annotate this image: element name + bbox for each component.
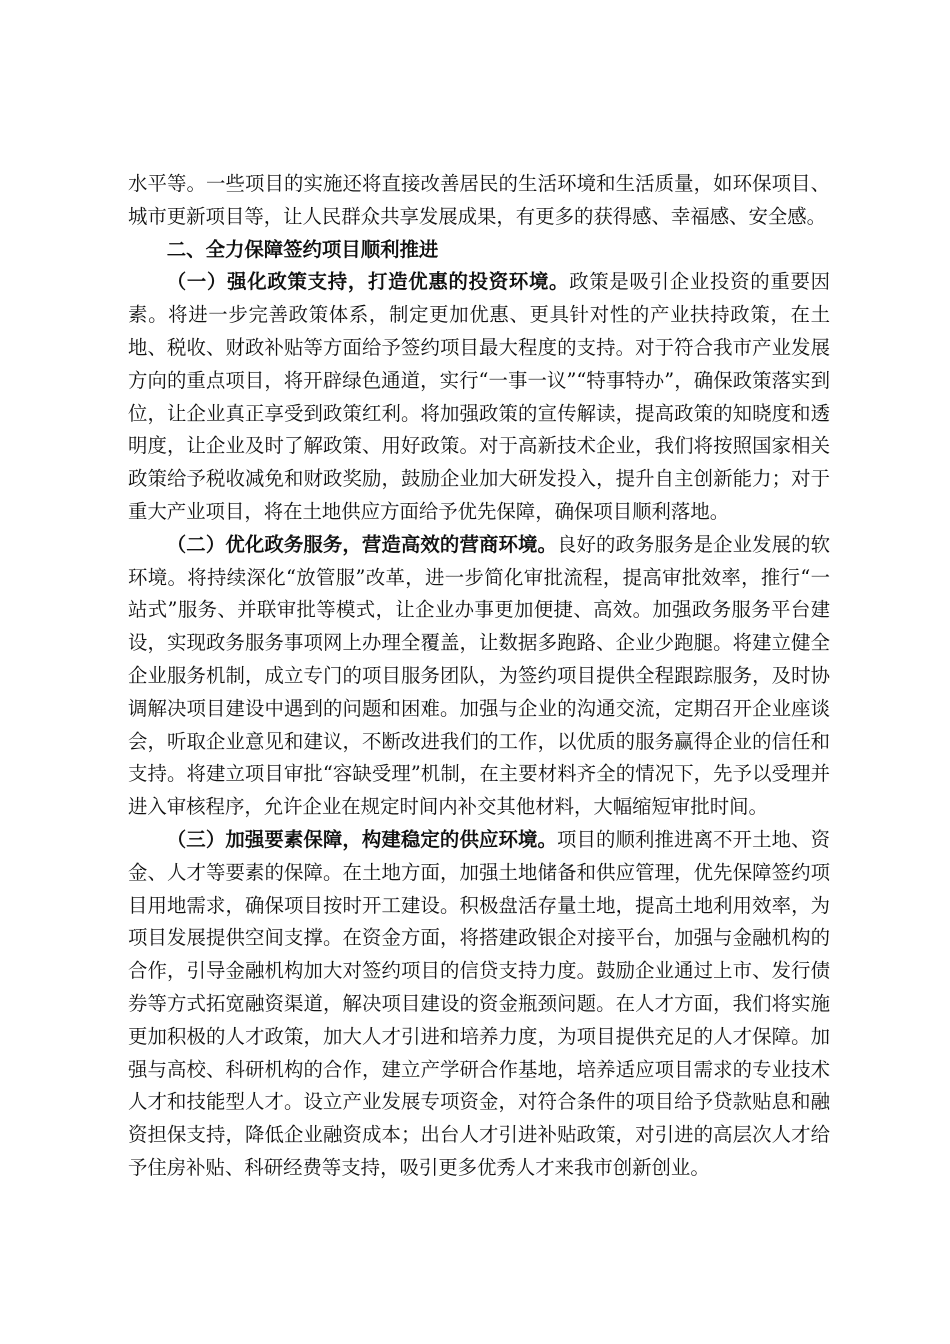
factor-guarantee-paragraph [128,824,830,1185]
document-page [128,168,830,1185]
policy-support-paragraph [128,266,830,528]
continuation-paragraph: 水平等。一些项目的实施还将直接改善居民的生活环境和生活质量，如环保项目、城市更新项目等，让人民群众共享发展成果，有更多的获得感、幸福感、安全感。 [128,172,830,228]
paragraph-body: 良好的政务服务是企业发展的软环境。将持续深化“放管服”改革，进一步简化审批流程，提高审批效率，推行“一站式”服务、并联审批等模式，让企业办事更加便捷、高效。加强政务服务平台建设，实现政务服务事项网上办理全覆盖，让数据多跑路、企业少跑腿。将建立健全企业服务机制，成立专门的项目服务团队，为签约项目提供全程跟踪服务，及时协调解决项目建设中遇到的问题和困难。加强与企业的沟通交流，定期召开企业座谈会，听取企业意见和建议，不断改进我们的工作，以优质的服务赢得企业的信任和支持。将建立项目审批“容缺受理”机制，在主要材料齐全的情况下，先予以受理并进入审核程序，允许企业在规定时间内补交其他材料，大幅缩短审批时间。 [128,532,831,819]
government-service-paragraph [128,529,830,824]
paragraph-lead-heading: （一）强化政策支持，打造优惠的投资环境。 [166,270,570,294]
paragraph-lead-heading: （二）优化政务服务，营造高效的营商环境。 [166,532,557,556]
section-heading: 二、全力保障签约项目顺利推进 [166,237,439,261]
paragraph-body: 项目的顺利推进离不开土地、资金、人才等要素的保障。在土地方面，加强土地储备和供应管理，优先保障签约项目用地需求，确保项目按时开工建设。积极盘活存量土地，提高土地利用效率，为项目发展提供空间支撑。在资金方面，将搭建政银企对接平台，加强与金融机构的合作，引导金融机构加大对签约项目的信贷支持力度。鼓励企业通过上市、发行债券等方式拓宽融资渠道，解决项目建设的资金瓶颈问题。在人才方面，我们将实施更加积极的人才政策，加大人才引进和培养力度，为项目提供充足的人才保障。加强与高校、科研机构的合作，建立产学研合作基地，培养适应项目需求的专业技术人才和技能型人才。设立产业发展专项资金，对符合条件的项目给予贷款贴息和融资担保支持，降低企业融资成本；出台人才引进补贴政策，对引进的高层次人才给予住房补贴、科研经费等支持，吸引更多优秀人才来我市创新创业。 [128,827,831,1179]
paragraph-body: 政策是吸引企业投资的重要因素。将进一步完善政策体系，制定更加优惠、更具针对性的产业扶持政策，在土地、税收、财政补贴等方面给予签约项目最大程度的支持。对于符合我市产业发展方向的重点项目，将开辟绿色通道，实行“一事一议”“特事特办”，确保政策落实到位，让企业真正享受到政策红利。将加强政策的宣传解读，提高政策的知晓度和透明度，让企业及时了解政策、用好政策。对于高新技术企业，我们将按照国家相关政策给予税收减免和财政奖励，鼓励企业加大研发投入，提升自主创新能力；对于重大产业项目，将在土地供应方面给予优先保障，确保项目顺利落地。 [128,270,831,523]
paragraph-lead-heading: （三）加强要素保障，构建稳定的供应环境。 [166,827,557,851]
